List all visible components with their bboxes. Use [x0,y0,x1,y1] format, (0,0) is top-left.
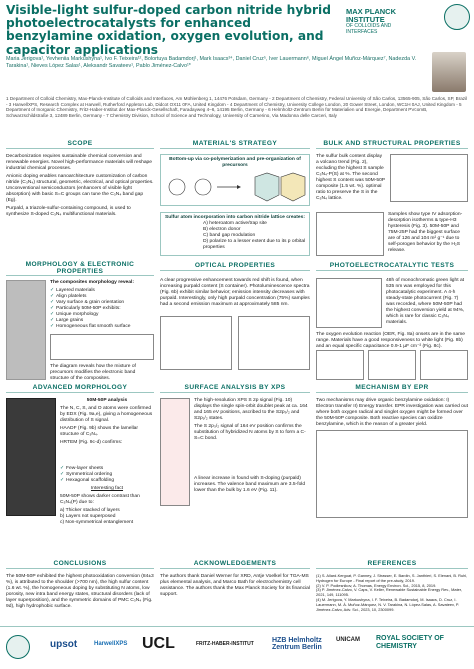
sulfur-content-plot [390,154,468,202]
strategy-title-2: Sulfur atom incorporation into carbon nitride lattice creates: [165,215,305,220]
strategy-item-c: C) band gap modulation [203,233,256,238]
scope-paragraph-2: Anionic doping enables nanoarchitecture customization of carbon nitride (C₃N₄) structural, geometric, electrical, and optical properties. Unconventional semiconductors (enhancers of visible light absorption) with basic S=C groups can tune the C₃N₄ band gap (Eg). [6,174,154,203]
minerva-emblem-icon [444,4,470,30]
xps-text-1: The high-resolution XPS S 2p signal (Fig. 10) displays the single spin-orbit doublet peak at ca. 164 and 165 eV positions, ascribed to the S2p₃/₂ and S2p₁/₂ states. [194,398,308,421]
morph-list [50,288,154,330]
interest-box [60,486,154,526]
advmorph-edx: The N, C, S, and O atoms were confirmed by EDX (Fig. 9a,e), giving a homogeneous distribution of S signal. [60,406,153,423]
references-list [316,574,468,612]
advmorph-hrtem: HRTEM (Fig. 9c-d) confirms: [60,440,123,445]
morph-item: ✓ Vary surface & grain orientation [50,300,154,306]
conversion-yield-plot [316,278,382,328]
strategy-item-b: B) electron donor [203,227,241,232]
section-conclusions: CONCLUSIONS [6,560,154,569]
interest-item: a) Thicker stacked of layers [60,508,120,513]
strategy-scheme-box [160,154,310,206]
photoluminescence-plot [238,316,310,370]
upsot-logo: upsot [50,639,78,650]
morph-intro: The composites morphology reveal: [50,280,134,285]
tem-images [6,398,56,516]
institute-subtitle: OF COLLOIDS AND INTERFACES [346,23,392,35]
mpg-logo-icon [6,635,30,659]
synthesis-scheme-diagram [163,169,307,205]
conclusions-text: The 50M-50P exhibited the highest photooxidation conversion (84±3 %), is attributed to the shoulder (>700 nm), the high sulfur content (1.6 wt. %), the homogeneous doping by substituting N atoms, low porosity, new intra band energy states, structural disorders (lack of layer superposition), and the symmetric domains of PMC C₃N₄ (Fig. 9d), high hydrophobic surface. [6,574,154,609]
sem-images [6,280,46,380]
scope-paragraph-1: Decarbonization requires sustainable chemical conversion and renewable energies. Novel high-performance materials will reshape industrial chemical processes. [6,154,152,171]
morph-outro: The diagram reveals how the mixture of precursors modifies the electronic band structure of the composites. [50,364,136,381]
unicam-logo: UNICAM [336,637,360,643]
strategy-title-1: Bottom-up via co-polymerization and pre-organization of precursors [169,157,301,168]
section-references: REFERENCES [316,560,468,569]
reference-item: (3) P. Jiménez-Calvo, V. Caps, V. Keller, Renewable Sustainable Energy Rev., Mater, 2021, 149, 111095. [316,587,462,598]
epr-mechanism-scheme [316,430,468,518]
strategy-item-d: D) polarize to a lesser extent due to its p orbital properties [203,239,306,250]
scope-text [6,154,154,220]
section-acknowledgements: ACKNOWLEDGEMENTS [160,560,310,569]
reference-item: (4) M. Jerigova, Y. Markushyna, I. F. Teixeira, B. Badamdorj, M. Isaacs, D. Cruz, I. Lauermann, M. Á. Muñoz-Márquez, N. V. Tarakina, N. López-Salas, A. Savateev, P. Jiménez-Calvo, Adv. Sci., 2023, 10, 2300099. [316,596,460,612]
morph-item: ✓ Align platelets [50,294,154,300]
section-epr: MECHANISM BY EPR [316,384,468,393]
author-list: Maria Jerigova¹, Yevheniia Markushyna¹, Ivo F. Teixeira¹², Bolortuya Badamdorj¹, Mark Isaacs³⁴, Daniel Cruz⁵, Iver Lauermann⁶, Miguel Ángel Muñoz-Márquez⁷, Nadezda V. Tarakina¹, Nieves López Salas¹, Aleksandr Savateev¹, Pablo Jiménez-Calvo¹* [6,56,417,69]
hrtem-item: ✓ Symmetrical ordering [60,472,154,478]
institute-name: MAX PLANCK INSTITUTE [346,7,396,24]
reference-item: (2) V. P. Podlesnikov, A. Thomas, Energy Environ. Sci., 2015, 8, 2019. [316,582,437,588]
poster-header [0,0,474,96]
photoelec-text-1: 48h of monochromatic green light at 535 nm was employed for this photocatalytic experiment. A 4-h steady-state photocurrent (Fig. 7) was recorded, where 50M-50P had the highest conversion yield at 94%, which is rare for classic C₃N₄ materials. [386,278,465,325]
hrtem-item: ✓ Few-layer sheets [60,466,154,472]
epr-text: Two mechanisms may drive organic benzylamine oxidation: I) Electron transfer II) Energy transfer. EPR investigation was carried out where both oxygen radical and singlet oxygen might be formed over the 50M-50P composite. Both reactive species can oxidize benzylamine, which is the reason of a greater yield. [316,398,468,427]
institute-logo [346,8,416,36]
affiliations: 1 Department of Colloid Chemistry, Max-Planck-Institute of Colloids and Interfaces, Am Mühlenberg 1, 14476 Potsdam, Germany - 2 Department of Chemistry, Federal University of São Carlos, 13565-905, São Carlos, SP, Brazil - 3 HarwellXPS, Research Complex at Harwell, Rutherford Appleton Lab, Didcot OX11 0FA, United Kingdom - 4 Department of Chemistry, University College London, 20 Gower Street, London, WC1H 0AJ, United Kingdom - 5 Department of Inorganic Chemistry, Fritz-Haber-Institut der Max-Planck-Gesellschaft, Faradayweg 4–6, 14195 Berlin, Germany - 6 Helmholtz-Zentrum Berlin für Materialien und Energie, Department PVcomB, Schwarzschildstraße 3, 12489 Berlin, Germany - 7 Chemistry Division, School of Science and Technology, University of Camerino, Via Madonna delle Carceri, Italy [6,96,468,118]
section-strategy: MATERIAL'S STRATEGY [160,140,310,149]
morph-item: ✓ Layered materials [50,288,154,294]
section-advanced-morphology: ADVANCED MORPHOLOGY [6,384,154,393]
fhi-logo: FRITZ-HABER-INSTITUT [196,641,254,647]
section-xps: SURFACE ANALYSIS BY XPS [160,384,310,393]
band-structure-diagram [50,334,154,360]
poster-title: Visible-light sulfur-doped carbon nitride hybrid photoelectrocatalysts for enhanced benzylamine oxidation, oxygen evolution, and capacitor applications [6,3,331,57]
advmorph-intro: 50M-50P analysis [86,398,128,403]
hzb-logo: HZB Helmholtz Zentrum Berlin [272,637,322,651]
xps-text-3: A linear increase in found with S-doping (purpald) increases. The valence band maximum are 3.5-fold lower than the bulk by 1.6 eV (Fig. 11). [194,476,306,493]
optical-text: A clear progressive enhancement towards red shift is found, when increasing purpald content (S container). Photoluminescence spectra (Fig. 6b) exhibit similar behavior; emission intensity decreases with purpald. Interestingly, only high purpald concentration (75%) samples had a second emission maximum at approximately 585 nm. [160,278,310,307]
uv-vis-plot [160,316,232,370]
morph-item: ✓ Homogeneous flat smooth surface [50,324,154,330]
interest-title: Interesting fact [90,486,124,491]
xps-s2p-plot [160,398,190,506]
strategy-item-a: A) heteroatom active/trap site [203,221,267,226]
hrtem-list [60,466,154,484]
section-optical: OPTICAL PROPERTIES [160,262,310,271]
morph-item: ✓ Unique morphology [50,312,154,318]
section-bulk: BULK AND STRUCTURAL PROPERTIES [316,140,468,149]
acknowledgements-text: The authors thank Daniel Werner for XRD, Antje Voelkel for TGA-MS plus elemental analysis, and Marco Bath for electrochemistry cell assistance. The authors thank the Max Planck Society for its financial support. [160,574,310,597]
reference-item: (1) S. Allard-Kergoat, P. Ganney, J. Strasser, E. Bardin, S. Janthieri, S. Elenani, B. Ruhl, Hydrogen for Europe - Final report of the pre-study, 2019. [316,573,468,583]
rsc-logo: ROYAL SOCIETY OF CHEMISTRY [376,635,444,650]
xps-text [194,398,310,444]
interest-item: c) Non-symmetrical entanglement [60,520,134,525]
advmorph-haadf: HAADF (Fig. 9b) shows the lamellar structure of C₃N₄. [60,426,139,437]
morph-item: ✓ Particularly 50M-50P exhibits: [50,306,154,312]
photocurrent-plot [368,350,416,380]
bulk-samples-text: Samples show type IV adsorption-desorption isotherms & type-H3 hysteresis (Fig. 3). 50M-50P and 75M-25P had the biggest surface are of 126 and 104 m² g⁻¹ due to self-porogen behavior by the H₂S release. [388,212,463,253]
oer-plot [316,350,364,380]
hrtem-item: ✓ Hexagonal scaffolding [60,478,154,484]
advmorph-text [60,398,154,448]
section-scope: SCOPE [6,140,154,149]
ucl-logo: UCL [142,635,175,652]
capacitance-plot [420,350,468,380]
isotherm-plot [316,212,384,256]
morph-item: ✓ Large grains [50,318,154,324]
section-photoelectrocatalytic: PHOTOELECTROCATALYTIC TESTS [316,262,468,271]
xps-text-2: The S 2p₃/₂ signal of 164 eV position confirms the substitution of hybridized N atoms by S to form a C-S=C bond. [194,424,306,441]
scope-paragraph-3: Purpald, a triazole-sulfur-containing compound, is used to synthesize S-doped C₃N₄ multifunctional materials. [6,206,131,217]
bulk-text: The sulfur bulk content display a volcano trend (Fig. 2), excluding the highest S sample C₃N₄-P(S) at %. The second highest S content was 50M-50P composite (1.5 wt. %). optimal ratio to preserve the S in the C₃N₄ lattice. [316,154,385,201]
section-morphology: MORPHOLOGY & ELECTRONIC PROPERTIES [6,262,154,276]
harwellxps-logo: HarwellXPS [94,641,128,647]
strategy-sulfur-box [160,212,310,256]
interest-text: 50M-50P shows darker contrast than C₃N₄(P) due to: [60,494,140,505]
photoelec-text-2: The oxygen evolution reaction (OER, Fig. 8a) onsets are in the same range. Materials have a good responsiveness to white light (Fig. 8b) and an equal specific capacitance 0.9-1 µF cm⁻² (Fig. 8c). [316,332,465,349]
interest-item: b) Layers not superposed [60,514,116,519]
sponsor-logos [0,626,474,669]
author-photo [432,52,466,92]
